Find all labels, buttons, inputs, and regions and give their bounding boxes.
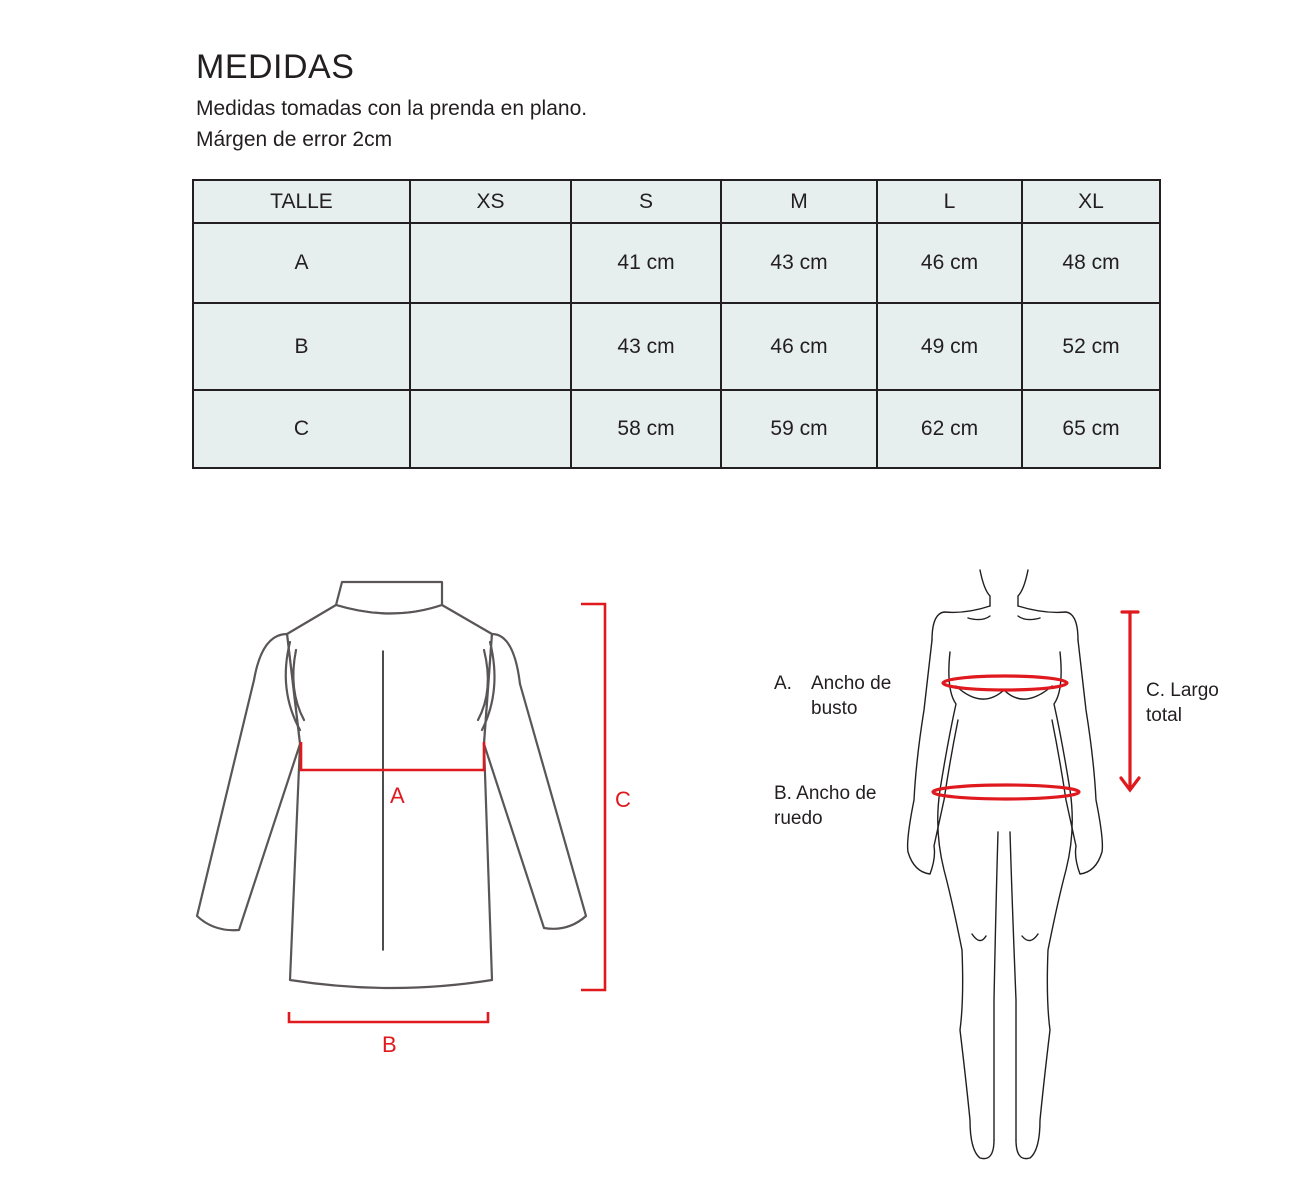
table-cell: 62 cm: [877, 390, 1022, 468]
measure-b-bracket: [289, 1012, 488, 1022]
garment-label-a: A: [390, 783, 405, 808]
garment-left-sleeve: [197, 634, 300, 930]
table-cell: 46 cm: [877, 223, 1022, 303]
body-silhouette: [908, 570, 1103, 1159]
table-cell: 52 cm: [1022, 303, 1160, 390]
table-cell: 65 cm: [1022, 390, 1160, 468]
row-label: A: [193, 223, 410, 303]
legend-b-line1: B. Ancho de: [774, 783, 877, 804]
row-label: B: [193, 303, 410, 390]
body-left-arm: [908, 640, 958, 874]
table-cell: 48 cm: [1022, 223, 1160, 303]
body-torso-right: [1016, 652, 1072, 1159]
legend-c-line2: total: [1146, 705, 1182, 726]
table-cell: 49 cm: [877, 303, 1022, 390]
page-title: MEDIDAS: [196, 48, 355, 86]
column-header: TALLE: [193, 180, 410, 223]
column-header: XL: [1022, 180, 1160, 223]
garment-label-c: C: [615, 787, 631, 812]
body-knees: [972, 934, 1038, 941]
table-cell: 58 cm: [571, 390, 721, 468]
measure-c-bracket: [581, 604, 605, 990]
garment-label-b: B: [382, 1032, 397, 1057]
table-cell: 43 cm: [571, 303, 721, 390]
table-cell: 46 cm: [721, 303, 877, 390]
body-inner-legs: [994, 832, 1016, 1140]
body-shoulders: [932, 606, 1078, 640]
body-neck: [980, 570, 1028, 606]
column-header: M: [721, 180, 877, 223]
subtitle-error: Márgen de error 2cm: [196, 128, 393, 151]
legend-a-line2: busto: [811, 698, 858, 719]
body-torso-left: [938, 652, 994, 1159]
column-header: L: [877, 180, 1022, 223]
body-measures: [933, 612, 1139, 799]
legend-c-line1: C. Largo: [1146, 680, 1219, 701]
column-header: S: [571, 180, 721, 223]
body-right-arm: [1052, 640, 1102, 874]
table-cell: 41 cm: [571, 223, 721, 303]
legend-a-line1: Ancho de: [811, 673, 892, 694]
subtitle-flat: Medidas tomadas con la prenda en plano.: [196, 97, 588, 120]
body-collarbones: [968, 616, 1040, 620]
measure-hem-ring: [933, 785, 1079, 799]
column-header: XS: [410, 180, 571, 223]
table-cell: 59 cm: [721, 390, 877, 468]
measure-bust-ring: [943, 676, 1067, 690]
row-label: C: [193, 390, 410, 468]
garment-right-sleeve: [484, 634, 586, 929]
table-cell: 43 cm: [721, 223, 877, 303]
legend-a-prefix: A.: [774, 673, 792, 694]
legend-b-line2: ruedo: [774, 808, 823, 829]
